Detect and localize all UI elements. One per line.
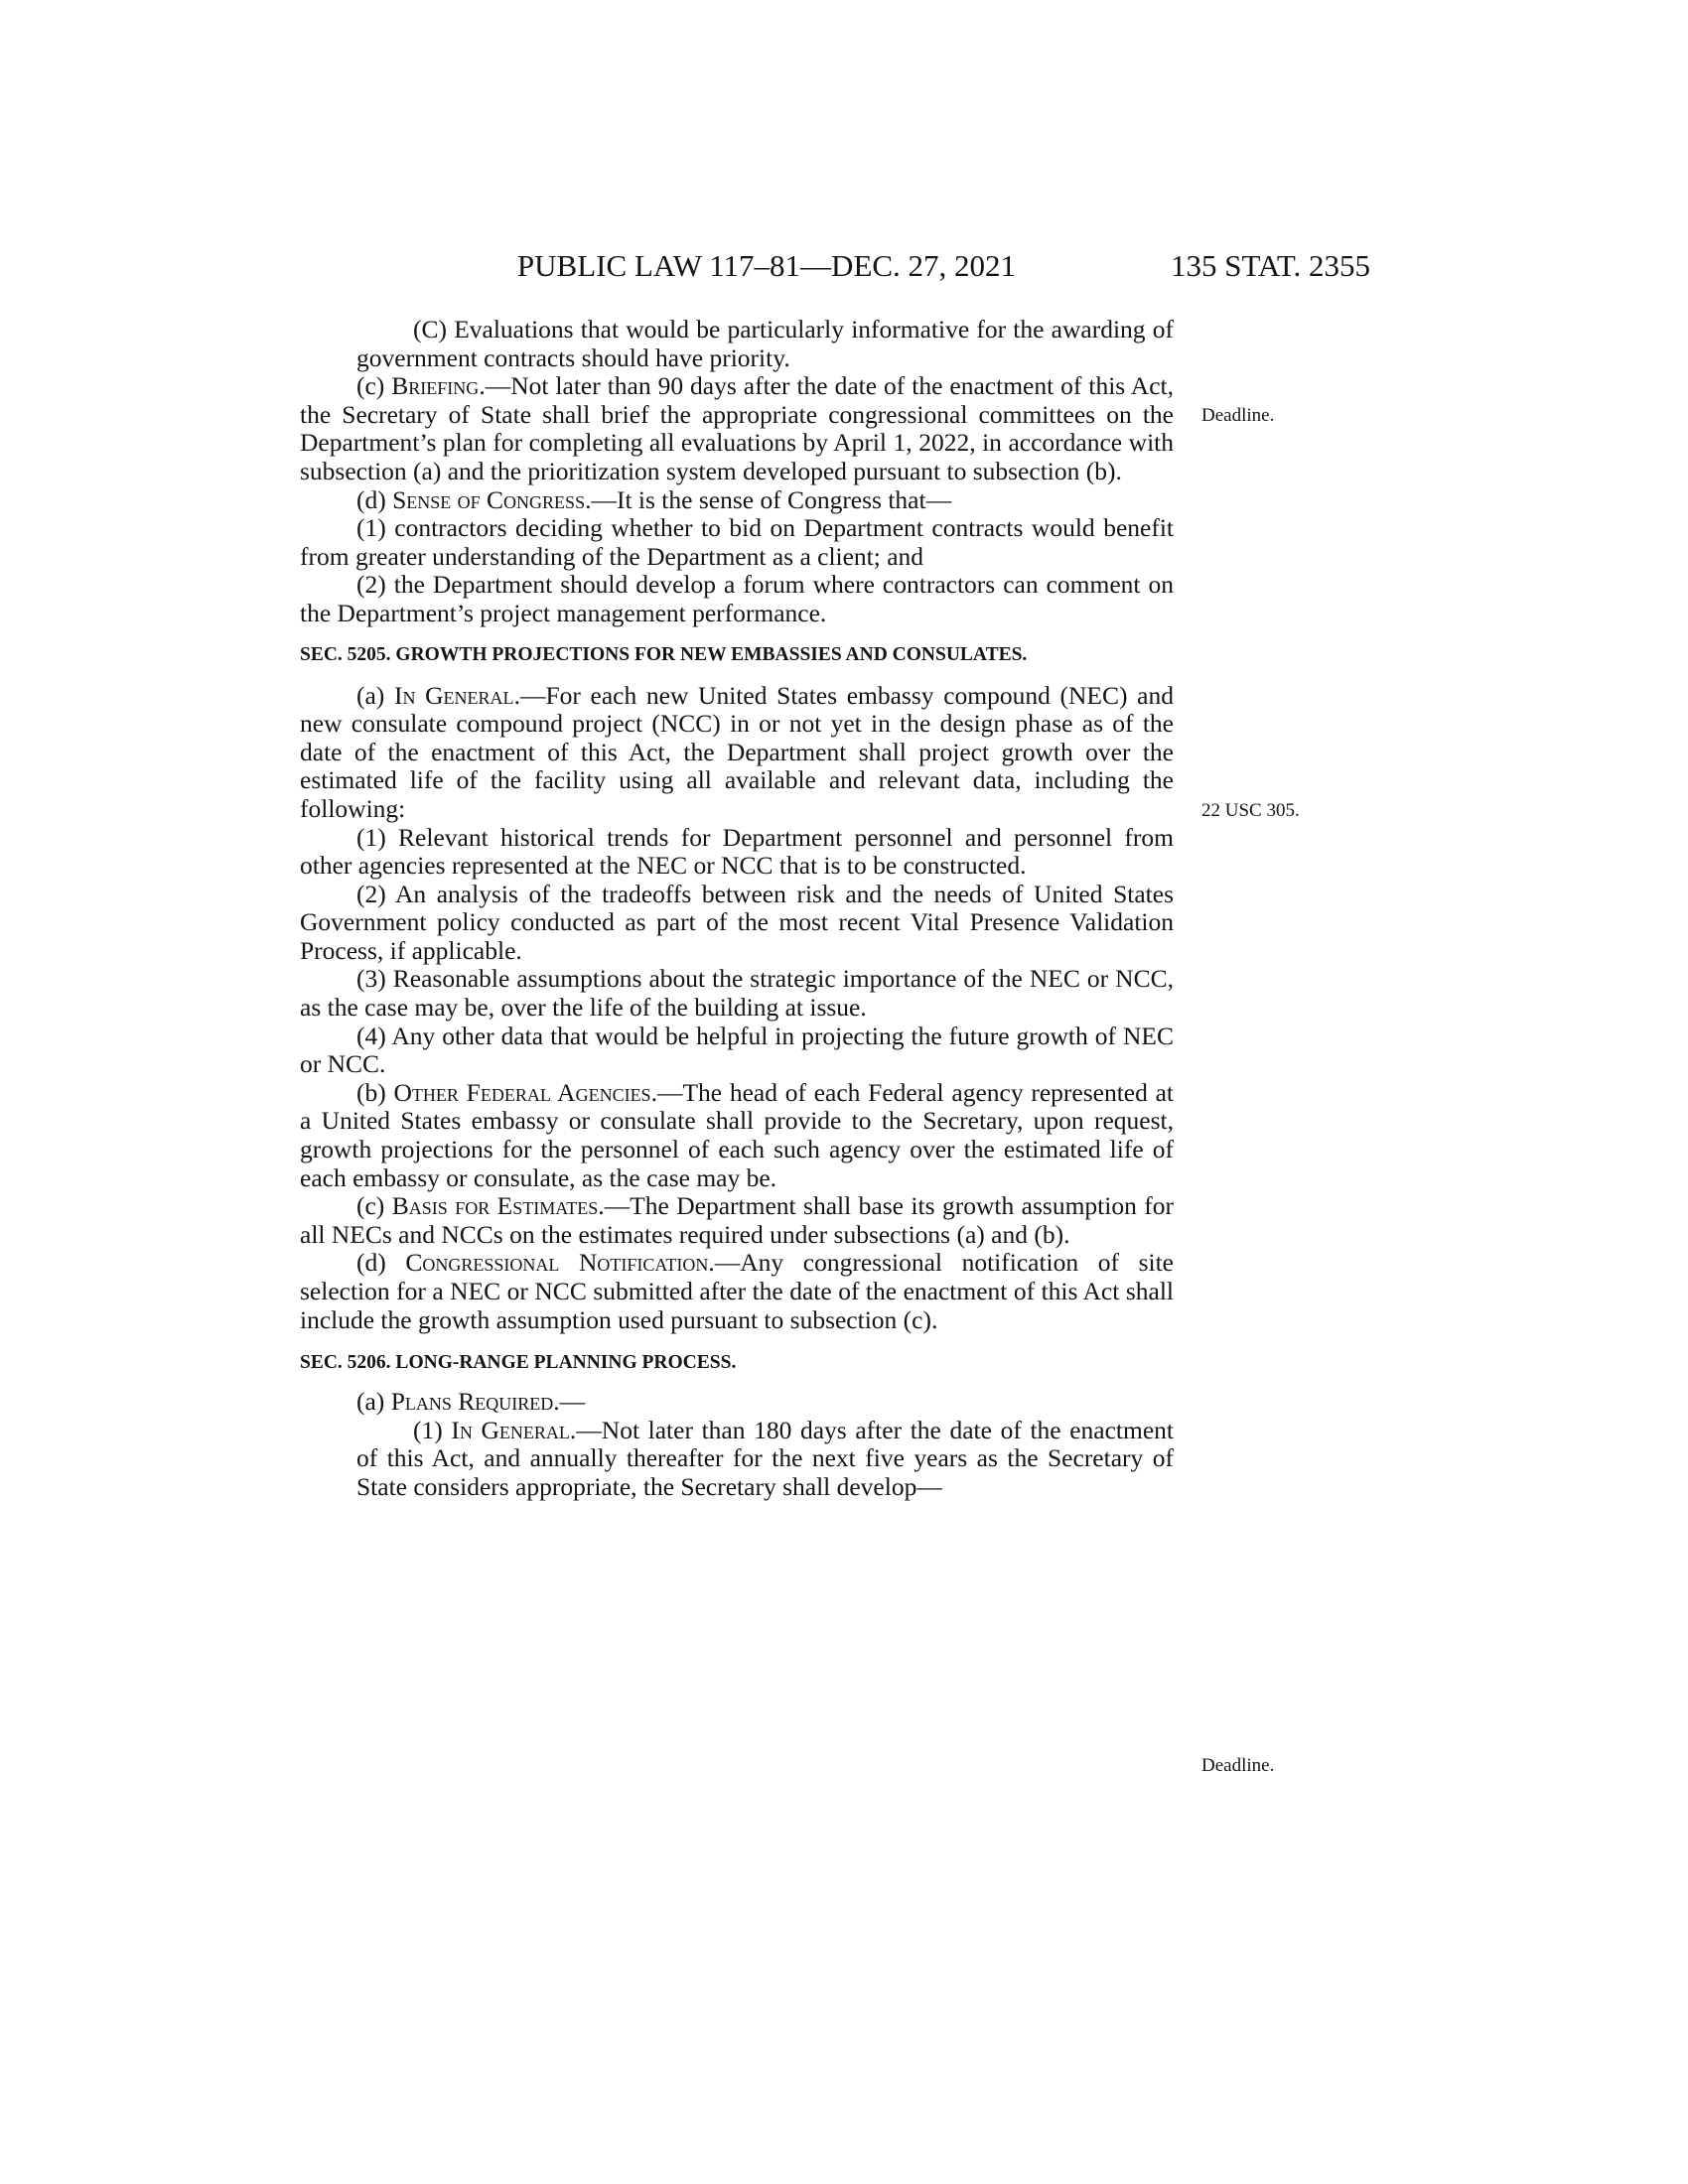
subsection-b-other-agencies (300, 1079, 1174, 1192)
paragraph-a2: (2) An analysis of the tradeoffs between risk and the needs of United States Government policy conducted as part of the most recent Vital Presence Validation Process, if applicable. (300, 879, 1174, 965)
paragraph-d1: (1) contractors deciding whether to bid on Department contracts would benefit from greater understanding of the Department as a client; and (300, 513, 1174, 571)
paragraph-heading: In General (451, 1415, 570, 1444)
subsection-text: .—The head of each Federal agency represented at a United States embassy or consulate shall provide to the Secretary, upon request, growth projections for the personnel of each such agency over the estimated life of each embassy or consulate, as the case may be. (300, 1077, 1175, 1192)
law-title: PUBLIC LAW 117–81—DEC. 27, 2021 (516, 248, 1017, 283)
section-heading-5206: SEC. 5206. LONG-RANGE PLANNING PROCESS. (300, 1352, 737, 1374)
subsection-heading: Congressional Notification (405, 1248, 709, 1278)
margin-note-usc: 22 USC 305. (1201, 800, 1300, 821)
subsection-heading: In General (393, 680, 514, 710)
subsection-text: .—For each new United States embassy compound (NEC) and new consulate compound project (NCC) in or not yet in the design phase as of the date of the enactment of this Act, the Department shall project growth over the estimated life of the facility using all available and relevant data, including the following: (300, 680, 1174, 823)
subsection-number: (c) (356, 1191, 392, 1221)
paragraph-d2: (2) the Department should develop a forum where contractors can comment on the Department’s project management performance. (300, 570, 1174, 627)
paragraph-text: .—Not later than 180 days after the date of the enactment of this Act, and annually thereafter for the next five years as the Secretary of State considers appropriate, the Secretary shall develop— (356, 1415, 1174, 1501)
subsection-text: .—Not later than 90 days after the date of the enactment of this Act, the Secretary of State shall brief the appropriate congressional committees on the Department’s plan for completing all evaluations by April 1, 2022, in accordance with subsection (a) and the prioritization system developed pursuant to subsection (b). (300, 371, 1175, 485)
margin-note-deadline: Deadline. (1201, 1755, 1275, 1776)
subsection-c-basis-for-estimates (300, 1192, 1174, 1249)
subsection-a-plans-required (300, 1388, 1174, 1417)
subsection-heading: Plans Required (390, 1387, 554, 1417)
subsection-number: (a) (356, 1387, 391, 1417)
subsection-number: (c) (356, 371, 392, 401)
subsection-heading: Sense of Congress (392, 484, 586, 514)
subsection-d-congressional-notification (300, 1249, 1174, 1334)
subsection-heading: Briefing (391, 371, 480, 401)
paragraph-C: (C) Evaluations that would be particularly informative for the awarding of government contracts should have priority. (356, 315, 1174, 372)
subsection-heading: Other Federal Agencies (393, 1077, 651, 1107)
margin-note-deadline: Deadline. (1201, 405, 1275, 426)
document-body (300, 316, 1174, 1502)
paragraph-a1-in-general (300, 1417, 1174, 1502)
subsection-text: .—It is the sense of Congress that— (585, 484, 952, 514)
subsection-text: .—The Department shall base its growth assumption for all NECs and NCCs on the estimates required under subsections (a) and (b). (300, 1191, 1175, 1249)
subsection-a-in-general (300, 682, 1174, 824)
running-header (300, 246, 1370, 286)
paragraph-a1: (1) Relevant historical trends for Department personnel and personnel from other agencies represented at the NEC or NCC that is to be constructed. (300, 822, 1174, 881)
subsection-number: (b) (356, 1077, 394, 1107)
subsection-heading: Basis for Estimates (391, 1191, 599, 1221)
paragraph-a4: (4) Any other data that would be helpful in projecting the future growth of NEC or NCC. (300, 1021, 1174, 1079)
subsection-number: (d) (356, 1248, 406, 1278)
paragraph-a3: (3) Reasonable assumptions about the strategic importance of the NEC or NCC, as the case may be, over the life of the building at issue. (300, 964, 1174, 1023)
subsection-d-sense-of-congress (300, 486, 1174, 515)
section-heading-5205: SEC. 5205. GROWTH PROJECTIONS FOR NEW EMBASSIES AND CONSULATES. (300, 643, 1028, 665)
subsection-c-briefing (300, 372, 1174, 485)
subsection-text: .—Any congressional notification of site selection for a NEC or NCC submitted after the date of the enactment of this Act shall include the growth assumption used pursuant to subsection (c). (300, 1248, 1174, 1334)
subsection-text: .— (553, 1387, 586, 1417)
subsection-number: (a) (356, 680, 394, 710)
subsection-number: (d) (356, 484, 393, 514)
paragraph-number: (1) (413, 1415, 452, 1444)
page-reference: 135 STAT. 2355 (1170, 248, 1370, 283)
